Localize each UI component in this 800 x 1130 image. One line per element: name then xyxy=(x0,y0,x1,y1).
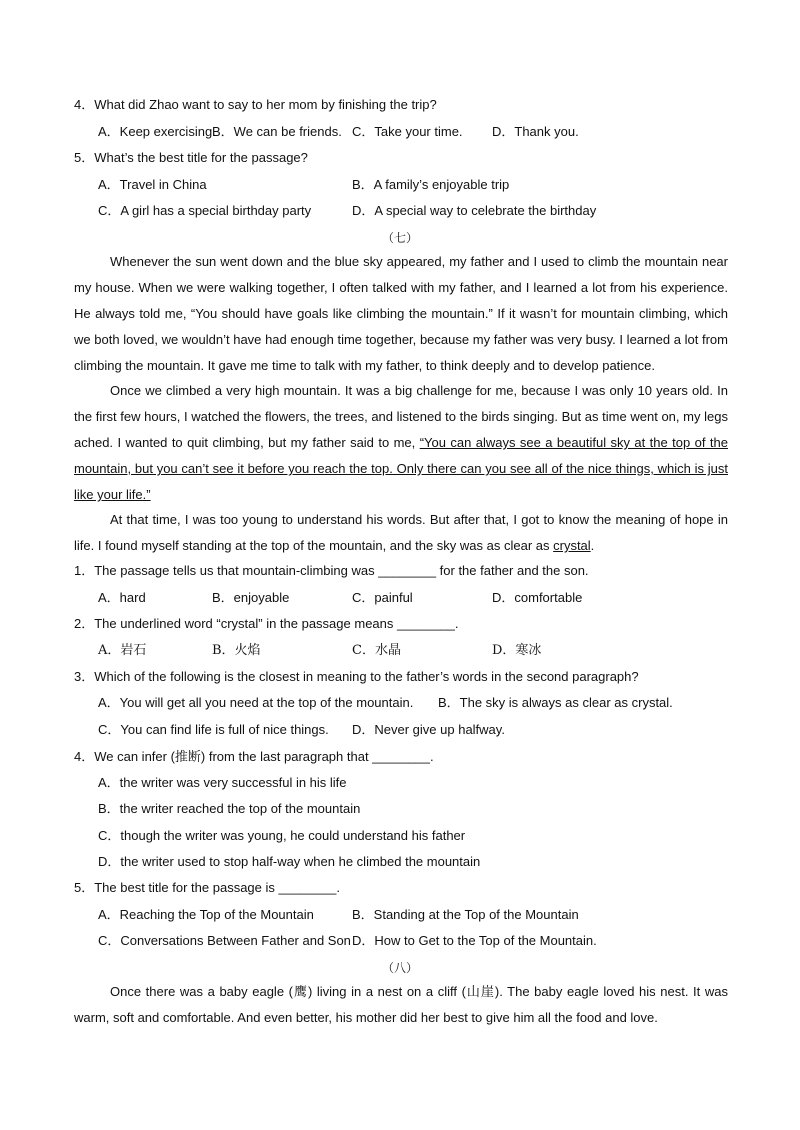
option: A．You will get all you need at the top of the mountain. xyxy=(98,695,414,710)
underlined-word: crystal xyxy=(553,538,591,553)
option: A．Travel in China xyxy=(98,177,207,192)
question-stem: 1．The passage tells us that mountain-climbing was ________ for the father and the son. xyxy=(74,563,589,578)
passage-paragraph xyxy=(74,378,728,508)
option: D．寒冰 xyxy=(492,643,542,658)
section-heading: （八） xyxy=(381,961,418,975)
question-stem: 3．Which of the following is the closest in meaning to the father’s words in the second paragraph? xyxy=(74,669,639,684)
question-stem: 4．We can infer (推断) from the last paragraph that ________. xyxy=(74,749,434,764)
option: A．Reaching the Top of the Mountain xyxy=(98,907,314,922)
option: D．comfortable xyxy=(492,590,583,605)
option: C．painful xyxy=(352,590,413,605)
option: C．You can find life is full of nice things. xyxy=(98,722,329,737)
question-stem: 5．What’s the best title for the passage? xyxy=(74,150,308,165)
option: C．Conversations Between Father and Son xyxy=(98,933,351,948)
section-heading: （七） xyxy=(381,231,418,245)
paragraph-text: At that time, I was too young to understand his words. But after that, I got to know the meaning of hope in life. I found myself standing at the top of the mountain, and the sky was as clear as xyxy=(74,512,728,553)
option: D．the writer used to stop half-way when he climbed the mountain xyxy=(98,854,481,869)
option: B．火焰 xyxy=(212,643,261,658)
passage-paragraph: Whenever the sun went down and the blue sky appeared, my father and I used to climb the mountain near my house. When we were walking together, I often talked with my father, and I learned a lot from his experience. He always told me, “You should have goals like climbing the mountain.” If it wasn’t for mountain climbing, which we both loved, we wouldn’t have had enough time together, because my father was very busy. I learned a lot from climbing the mountain. It gave me time to talk with my father, to think deeply and to develop patience. xyxy=(74,254,728,373)
option: B．enjoyable xyxy=(212,590,290,605)
passage-paragraph: Once there was a baby eagle (鹰) living in a nest on a cliff (山崖). The baby eagle loved his nest. It was warm, soft and comfortable. And even better, his mother did her best to give him all the food and love. xyxy=(74,984,728,1025)
option: D．How to Get to the Top of the Mountain. xyxy=(352,933,597,948)
option: B．the writer reached the top of the mountain xyxy=(98,801,361,816)
passage-paragraph xyxy=(74,507,728,559)
option: C．A girl has a special birthday party xyxy=(98,203,312,218)
option: C．水晶 xyxy=(352,643,401,658)
option: A．the writer was very successful in his life xyxy=(98,775,347,790)
paragraph-text: . xyxy=(590,538,595,553)
option: A．hard xyxy=(98,590,146,605)
underlined-quote: “You can always see a beautiful sky at the top of the mountain, but you can’t see it before you reach the top. Only there can you see all of the nice things, which is just like your life.” xyxy=(74,435,728,502)
option: D．Never give up halfway. xyxy=(352,722,505,737)
question-stem: 4．What did Zhao want to say to her mom by finishing the trip? xyxy=(74,97,437,112)
paragraph-text: Once we climbed a very high mountain. It was a big challenge for me, because I was only 10 years old. In the first few hours, I watched the flowers, the trees, and listened to the birds singing. But as time went on, my legs ached. I wanted to quit climbing, but my father said to me, xyxy=(74,383,728,450)
option: B．A family’s enjoyable trip xyxy=(352,177,510,192)
option: A．Keep exercising. xyxy=(98,124,216,139)
option: B．We can be friends. xyxy=(212,124,342,139)
question-stem: 5．The best title for the passage is ________. xyxy=(74,880,340,895)
option: C．though the writer was young, he could understand his father xyxy=(98,828,466,843)
option: C．Take your time. xyxy=(352,124,463,139)
option: B．The sky is always as clear as crystal. xyxy=(438,695,673,710)
question-stem: 2．The underlined word “crystal” in the passage means ________. xyxy=(74,616,459,631)
option: D．Thank you. xyxy=(492,124,579,139)
option: B．Standing at the Top of the Mountain xyxy=(352,907,579,922)
option: D．A special way to celebrate the birthday xyxy=(352,203,597,218)
option: A．岩石 xyxy=(98,643,147,658)
